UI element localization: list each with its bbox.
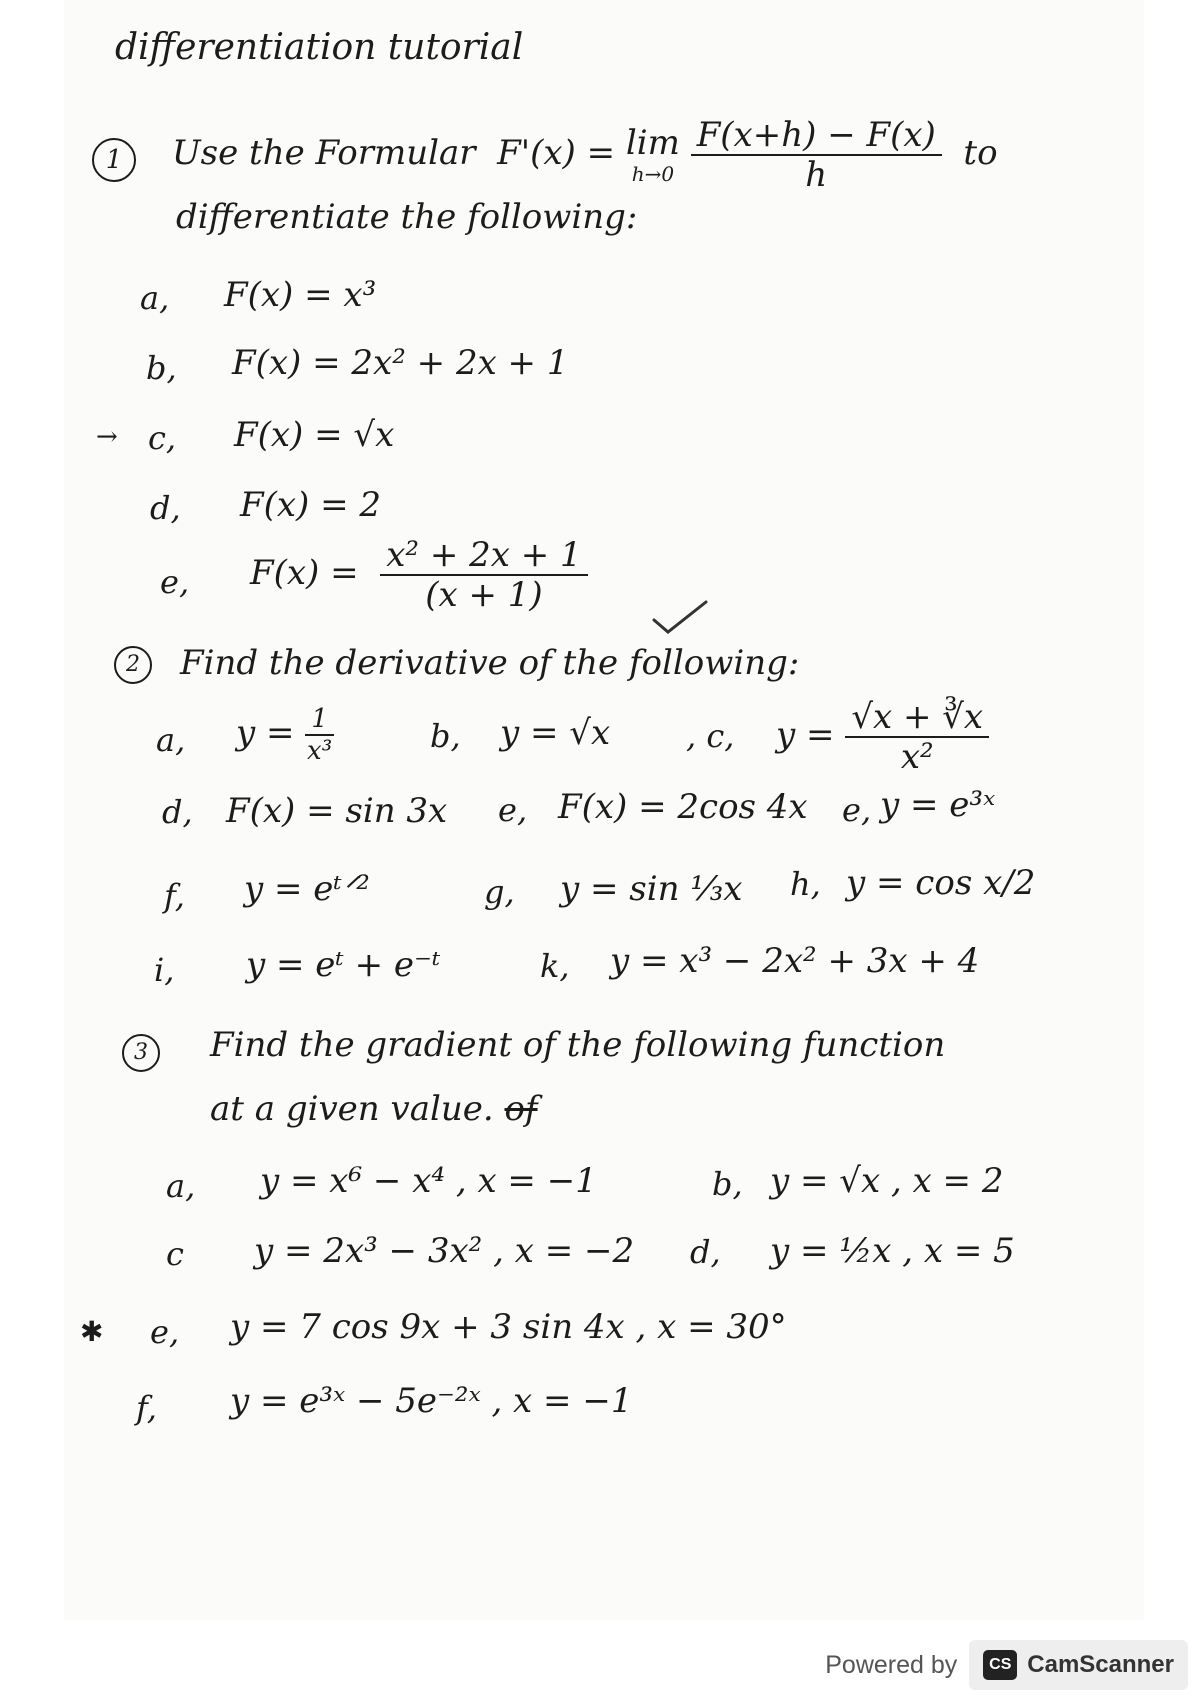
q3-part-d-expr: y = ½x , x = 5 (770, 1231, 1015, 1271)
question-2-intro: Find the derivative of the following: (180, 643, 800, 683)
q3-part-c-expr: y = 2x³ − 3x² , x = −2 (254, 1231, 635, 1271)
checkmark-icon (650, 598, 710, 638)
q2-part-g-expr: y = sin ⅓x (560, 869, 743, 909)
q1-part-a-label: a, (140, 279, 170, 317)
q2-part-f-label: f, (164, 877, 185, 915)
q2-part-e-label: e, (498, 791, 528, 829)
q2-part-g-label: g, (484, 873, 515, 911)
q2-part-d-label: d, (162, 793, 193, 831)
q2-part-a-expr: y = $\frac{1}{\text{x³}}$ (236, 704, 333, 766)
question-2-number: 2 (114, 646, 152, 684)
q2-part-k-label: k, (540, 947, 570, 985)
question-1-intro: Use the Formular F'(x) = lim h→0 $\frac{F(x+h) - F(x)}{h}$ to (172, 115, 998, 195)
star-mark-icon: ✱ (80, 1315, 104, 1348)
q3-part-c-label: c (166, 1235, 184, 1273)
q3-part-b-label: b, (712, 1165, 743, 1203)
q3-part-f-label: f, (136, 1389, 157, 1427)
question-3-intro-line2: at a given value. of (210, 1089, 538, 1129)
q1-part-d-label: d, (150, 489, 181, 527)
scanner-footer (825, 1640, 1188, 1690)
q2-part-i-label: i, (154, 951, 175, 989)
q1-part-a-expr: F(x) = x³ (224, 275, 377, 315)
difference-quotient: $\frac{F(x+h) - F(x)}{h}$ (691, 118, 942, 192)
q3-part-d-label: d, (690, 1233, 721, 1271)
question-3-intro: Find the gradient of the following function (210, 1025, 946, 1065)
q1-part-d-expr: F(x) = 2 (240, 485, 382, 525)
q1-part-b-label: b, (146, 349, 177, 387)
q2-part-a-label: a, (156, 721, 186, 759)
q1-part-e-expr: F(x) = $\frac{\text{x² + 2x + 1}}{(x + 1)}$ (250, 538, 588, 612)
camscanner-logo-icon: CS (983, 1650, 1017, 1680)
camscanner-badge (969, 1640, 1188, 1690)
q3-part-e-expr: y = 7 cos 9x + 3 sin 4x , x = 30° (230, 1307, 787, 1347)
q1-part-c-expr: F(x) = √x (234, 415, 395, 455)
q2-part-i-expr: y = eᵗ + e⁻ᵗ (246, 945, 441, 985)
q2-part-e2-label: e, (842, 791, 872, 829)
q1-part-c-label: c, (148, 419, 177, 457)
q2-part-b-label: b, (430, 717, 461, 755)
q3-part-f-expr: y = e³ˣ − 5e⁻²ˣ , x = −1 (230, 1381, 633, 1421)
powered-by-text: Powered by (825, 1650, 958, 1679)
question-1-number: 1 (92, 138, 136, 182)
q2-part-f-expr: y = eᵗᐟ² (244, 869, 370, 909)
q3-part-e-label: e, (150, 1313, 180, 1351)
q1-part-e-label: e, (160, 563, 190, 601)
q2-part-d-expr: F(x) = sin 3x (226, 791, 448, 831)
q2-part-c-expr: y = $\frac{√x + ∛x}{\text{x²}}$ (776, 700, 989, 774)
camscanner-brand-text: CamScanner (1027, 1651, 1174, 1678)
arrow-mark-icon: → (96, 422, 118, 452)
q2-part-k-expr: y = x³ − 2x² + 3x + 4 (610, 941, 980, 981)
limit-operator: lim h→0 (625, 123, 680, 186)
q3-part-b-expr: y = √x , x = 2 (770, 1161, 1004, 1201)
q2-part-h-expr: y = cos x/2 (846, 863, 1036, 903)
struck-word: of (504, 1089, 538, 1129)
q2-part-b-expr: y = √x (500, 713, 611, 753)
q2-part-h-label: h, (790, 865, 821, 903)
q2-part-e-expr: F(x) = 2cos 4x (558, 787, 808, 827)
q1-part-b-expr: F(x) = 2x² + 2x + 1 (232, 343, 569, 383)
q2-part-e2-expr: y = e³ˣ (880, 785, 996, 825)
page-title: differentiation tutorial (115, 27, 524, 68)
question-3-number: 3 (122, 1034, 160, 1072)
q3-part-a-expr: y = x⁶ − x⁴ , x = −1 (260, 1161, 597, 1201)
question-1-intro-line2: differentiate the following: (176, 197, 638, 237)
q3-part-a-label: a, (166, 1167, 196, 1205)
q2-part-c-label: , c, (686, 717, 735, 755)
